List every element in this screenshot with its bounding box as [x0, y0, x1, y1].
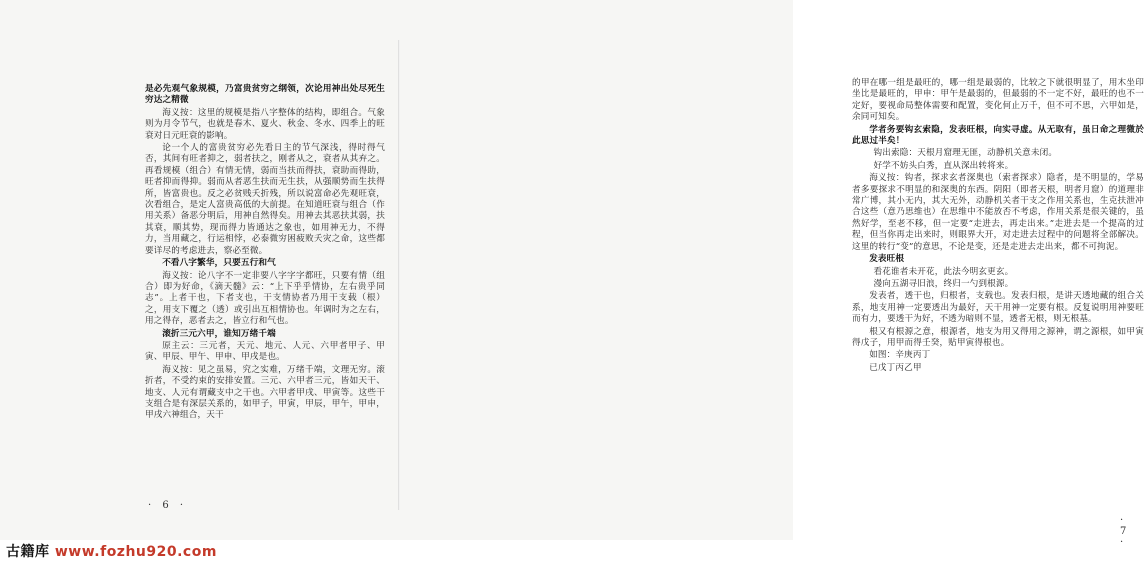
poem-line: 漫向五湖寻旧浪，终归一勺到根源。 — [873, 278, 1014, 289]
example-chart-line: 已戊丁丙乙甲 — [869, 362, 922, 373]
verse-heading-sanyuan-liujia: 滚折三元六甲，谁知万绪千端 — [162, 328, 276, 339]
commentary-paragraph: 发表者，透干也，归根者，支载也。发表归根，是讲天透地藏的组合关系，地支用神一定要透出为最好，天干用神一定要有根。反复说明用神要旺而有力，要透干为好，不透为暗则不显，透者无根，则无根基。 — [852, 291, 1144, 325]
commentary-paragraph: 海义按：见之虽易，究之实难，万绪千端，文理无穷。滚折者，不受约束的安排安置。三元、六甲者三元，皆如天干、地支、人元有谓藏支中之干也。六甲者甲戌、甲寅等。这些干支组合是有深层关系的，如甲子，甲寅，甲辰，甲午，甲申，甲戌六神组合，天干 — [145, 364, 385, 421]
watermark-footer — [0, 540, 793, 561]
commentary-paragraph: 海义按：这里的规模是指八字整体的结构，即组合。气象则为月令节气，也就是春木、夏火、秋金、冬水、四季上的旺衰对日元旺衰的影响。 — [145, 107, 385, 141]
site-watermark — [6, 541, 217, 561]
section-heading-fabiao-wanggen: 发表旺根 — [869, 254, 905, 265]
verse-heading-wuxing-heqi: 不看八字繁华，只要五行和气 — [162, 258, 276, 269]
left-page-text — [145, 84, 385, 423]
continued-paragraph: 的甲在哪一组是最旺的，哪一组是最弱的，比较之下就很明显了，用木坐印坐比是最旺的，甲申：甲午是最弱的，但最弱的不一定不好，最旺的也不一定好，要视命局整体需要和配置，变化何止万千，但不可不思，六甲如是，余同可知矣。 — [852, 78, 1144, 123]
page-number-left: · 6 · — [148, 500, 188, 511]
right-page-text — [852, 78, 1144, 375]
verse-heading-gangling: 是必先观气象规模，乃富贵贫穷之纲领，次论用神出处尽死生穷达之精微 — [145, 84, 385, 106]
verse-heading-gouxuan-suoyin: 学者务要钩玄索隐，发表旺根，向实寻虚。从无取有，虽日命之理微於此思过半矣！ — [852, 124, 1144, 147]
example-chart-line: 如图：辛庚丙丁 — [869, 350, 931, 361]
commentary-paragraph: 海义按：钩者，探求玄者深奥也（索者探求）隐者，是不明显的，学易者多要探求不明显的和深奥的东西。阴阳（即者天根，明者月窟）的道理非常广博，其小无内，其大无外，动静机关者干支之作用关系也，生克扶泄冲合这些（意乃思维也）在思维中不能放否不考虑，作用关系是很关键的，虽然好学，至老不移，但一定要“走进去，再走出来。”走进去是一个提高的过程，但当你再走出来时，则眼界大开，对走进去过程中的问题将全部解决。这里的转行“变”的意思，不论是变，还是走进去走出来，都不可拘泥。 — [852, 173, 1144, 252]
poem-line: 钩出索隐：天根月窟理无匪，动静机关意未闭。 — [873, 148, 1058, 159]
commentary-paragraph: 论一个人的富贵贫穷必先看日主的节气深浅，得时得气否，其间有旺者抑之，弱者扶之，刚者从之，衰者从其弃之。再看规模（组合）有情无情，弱而当扶而得扶，衰助而得助，旺者抑而得抑。弱而从者恶生扶而无生扶，从强顺势而生扶得所，皆富贵也。反之必贫贱夭折残，所以说富命必先观旺衰，次看组合，是定人富贵高低的大前提。在知道旺衰与组合（作用关系）备恶分明后，用神自然得矣。用神去其恶扶其弱，扶其衰，顺其势，现而得力皆通达之象也，如用神无力，不得力，当用藏之，行运相悖，必泰微穷困疲败夭灾之命，这些都要详尽的考虑进去，察必至微。 — [145, 143, 385, 256]
site-name: 古籍库 — [6, 544, 50, 560]
site-url[interactable]: www.fozhu920.com — [54, 544, 217, 560]
original-note-paragraph: 原主云：三元者，天元、地元、人元、六甲者甲子、甲寅、甲辰、甲午、甲申、甲戌是也。 — [145, 340, 385, 363]
commentary-paragraph: 根又有根源之意，根源者，地支为用又得用之源神，谓之源根，如甲寅得戊子，用甲而得壬癸，贴甲寅得根也。 — [852, 326, 1144, 348]
poem-line: 好学不妨头白秀，直从深出转将来。 — [873, 160, 1014, 171]
right-page — [400, 0, 1144, 548]
left-page — [0, 0, 400, 540]
poem-line: 看花谁者未开花，此法今明玄更玄。 — [873, 266, 1014, 277]
commentary-paragraph: 海义按：论八字不一定非要八字字字都旺，只要有情（组合）即为好命，《滴天髓》云：“上下乎乎情协，左右贵乎同志”。上者干也，下者支也，干支情协者乃用干支载（根）之，用支下覆之（透）或引出互相情协也。年调时为之左右，用之得存，恶者去之，皆立行和气也。 — [145, 270, 385, 327]
page-number-right: · 7 · — [1120, 515, 1131, 548]
